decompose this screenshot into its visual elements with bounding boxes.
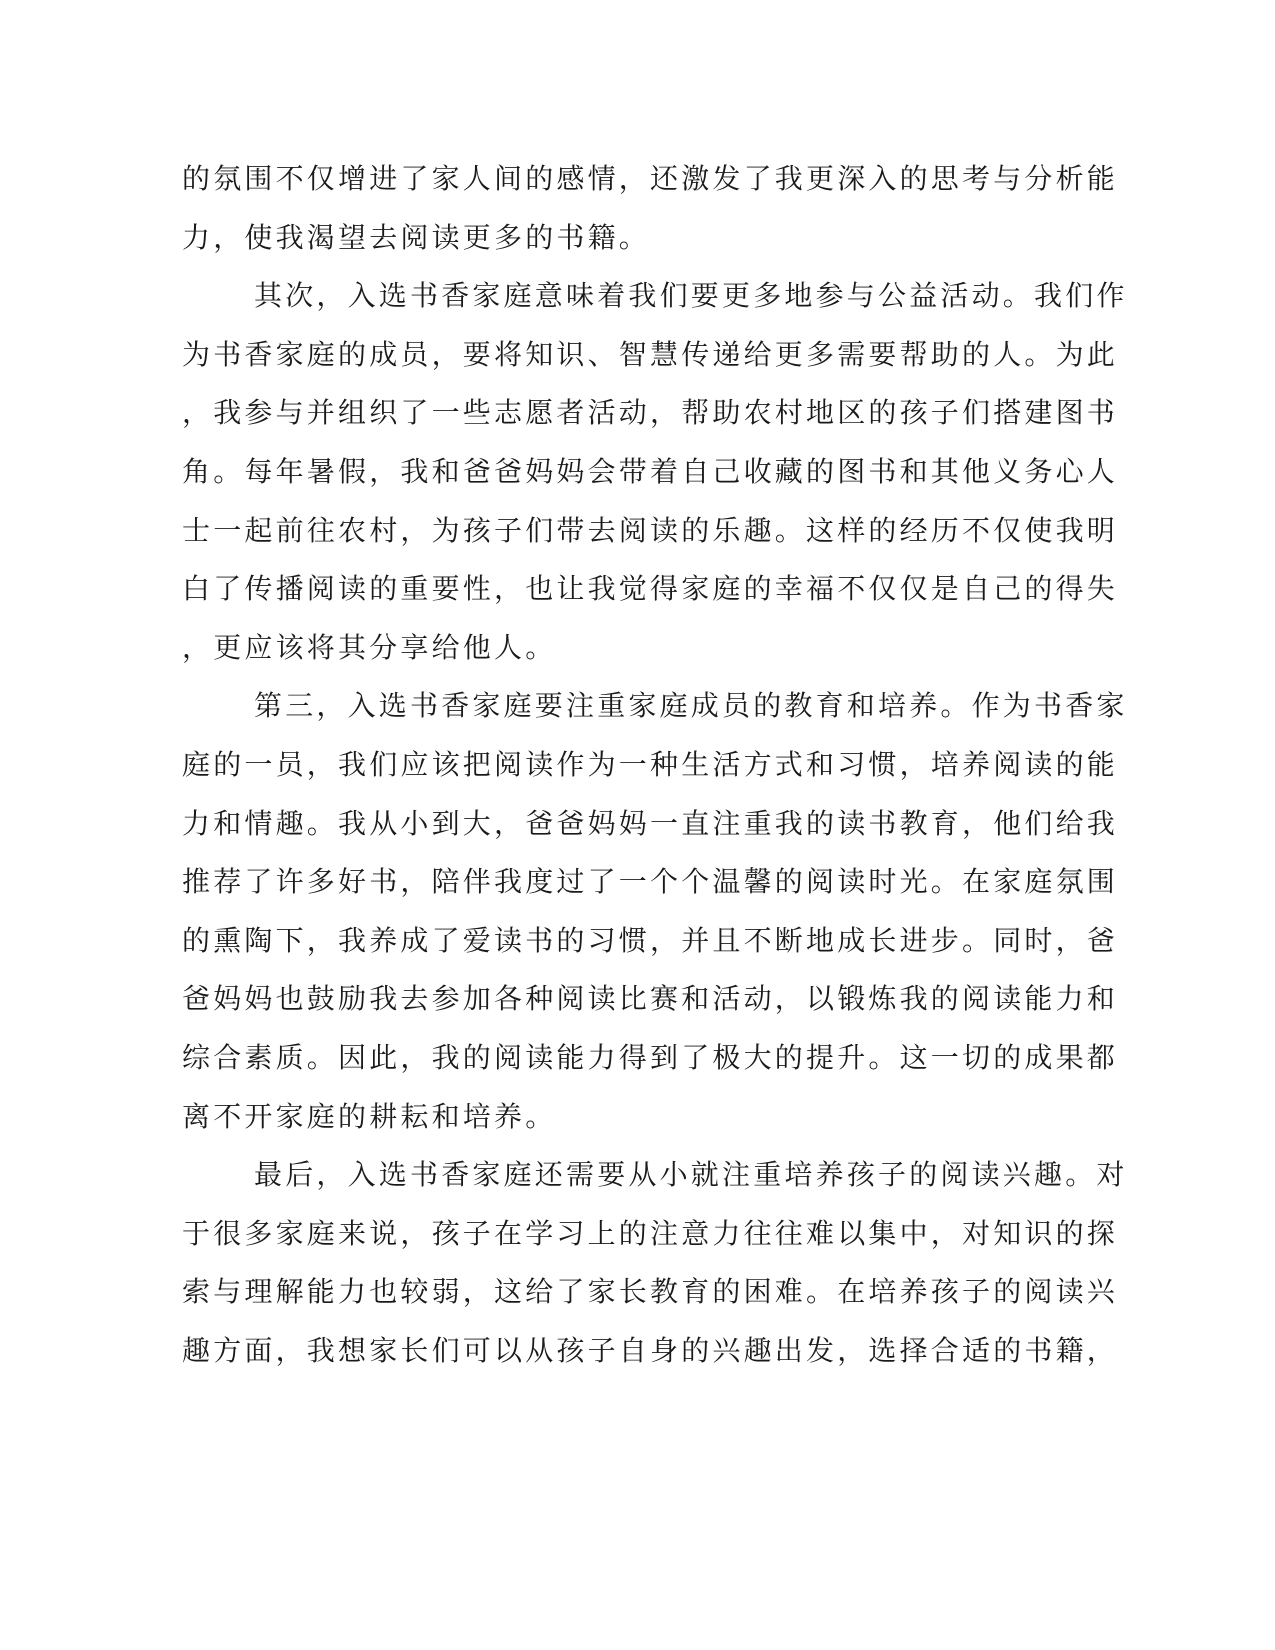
paragraph-2 <box>182 267 1128 677</box>
paragraph-4 <box>182 1146 1128 1380</box>
paragraph-1 <box>182 150 1119 267</box>
text-line: 力，使我渴望去阅读更多的书籍。 <box>182 220 651 254</box>
paragraph-3 <box>182 677 1128 1146</box>
text-line: 最后，入选书香家庭还需要从小就注重培养孩子的阅读兴趣。对 <box>254 1158 1128 1192</box>
text-line: 的氛围不仅增进了家人间的感情，还激发了我更深入的思考与分析能 <box>182 162 1119 195</box>
text-line: 为书香家庭的成员，要将知识、智慧传递给更多需要帮助的人。为此 <box>182 337 1119 371</box>
text-line: ，更应该将其分享给他人。 <box>182 630 557 664</box>
text-line: 综合素质。因此，我的阅读能力得到了极大的提升。这一切的成果都 <box>182 1040 1119 1074</box>
text-line: 推荐了许多好书，陪伴我度过了一个个温馨的阅读时光。在家庭氛围 <box>182 865 1119 899</box>
text-line: 趣方面，我想家长们可以从孩子自身的兴趣出发，选择合适的书籍， <box>182 1333 1119 1367</box>
text-line: ，我参与并组织了一些志愿者活动，帮助农村地区的孩子们搭建图书 <box>182 396 1119 430</box>
document-body <box>182 150 1128 1380</box>
text-line: 力和情趣。我从小到大，爸爸妈妈一直注重我的读书教育，他们给我 <box>182 806 1119 840</box>
text-line: 的熏陶下，我养成了爱读书的习惯，并且不断地成长进步。同时，爸 <box>182 923 1119 957</box>
text-line: 士一起前往农村，为孩子们带去阅读的乐趣。这样的经历不仅使我明 <box>182 513 1119 547</box>
text-line: 庭的一员，我们应该把阅读作为一种生活方式和习惯，培养阅读的能 <box>182 747 1119 781</box>
text-line: 离不开家庭的耕耘和培养。 <box>182 1099 557 1133</box>
text-line: 第三，入选书香家庭要注重家庭成员的教育和培养。作为书香家 <box>254 689 1128 723</box>
text-line: 爸妈妈也鼓励我去参加各种阅读比赛和活动，以锻炼我的阅读能力和 <box>182 982 1119 1016</box>
text-line: 于很多家庭来说，孩子在学习上的注意力往往难以集中，对知识的探 <box>182 1216 1119 1250</box>
text-line: 白了传播阅读的重要性，也让我觉得家庭的幸福不仅仅是自己的得失 <box>182 572 1119 606</box>
text-line: 角。每年暑假，我和爸爸妈妈会带着自己收藏的图书和其他义务心人 <box>182 454 1119 488</box>
text-line: 索与理解能力也较弱，这给了家长教育的困难。在培养孩子的阅读兴 <box>182 1275 1119 1309</box>
text-line: 其次，入选书香家庭意味着我们要更多地参与公益活动。我们作 <box>254 279 1128 313</box>
